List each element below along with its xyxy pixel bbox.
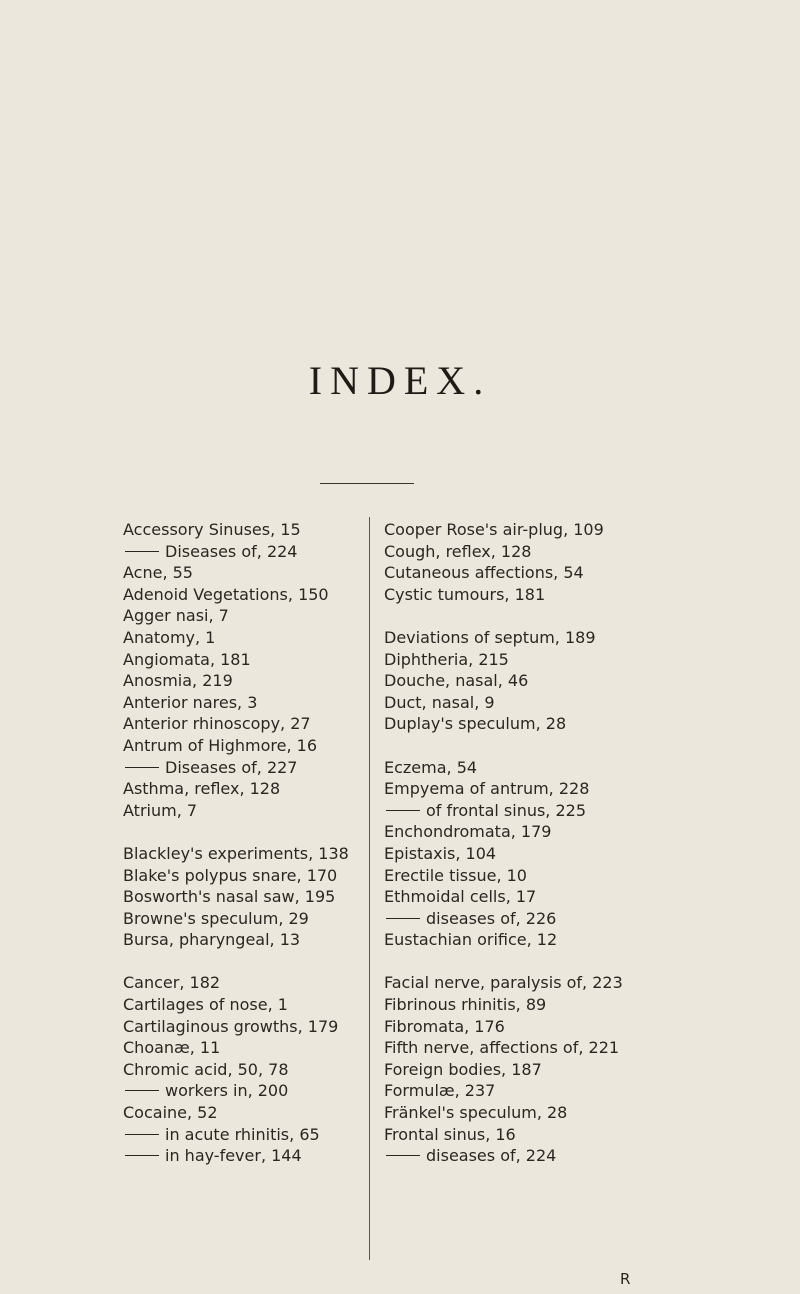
entry-text: Blake's polypus snare, 170 [123, 865, 338, 885]
title-rule [320, 483, 414, 484]
index-entry [384, 670, 684, 692]
index-entry [384, 692, 684, 714]
index-entry [123, 562, 368, 584]
index-subentry [123, 541, 368, 563]
index-entry [123, 886, 368, 908]
index-entry [123, 800, 368, 822]
entry-text: of frontal sinus, 225 [426, 800, 587, 820]
index-column-left [123, 519, 368, 1167]
entry-text: Cartilages of nose, 1 [123, 995, 288, 1015]
index-entry [384, 562, 684, 584]
index-entry [384, 1059, 684, 1081]
index-entry [123, 778, 368, 800]
index-subentry [384, 800, 684, 822]
entry-text: Fibromata, 176 [384, 1016, 505, 1036]
entry-text: Cutaneous affections, 54 [384, 563, 584, 583]
entry-text: Fränkel's speculum, 28 [384, 1103, 568, 1123]
ditto-dash [386, 918, 420, 919]
entry-text: Cartilaginous growths, 179 [123, 1016, 339, 1036]
index-entry [123, 1059, 368, 1081]
section-gap [384, 951, 684, 973]
section-gap [384, 735, 684, 757]
entry-text: Cough, reflex, 128 [384, 541, 532, 561]
index-entry [123, 843, 368, 865]
index-entry [123, 929, 368, 951]
index-entry [384, 865, 684, 887]
index-entry [384, 886, 684, 908]
entry-text: Deviations of septum, 189 [384, 627, 596, 647]
index-entry [384, 757, 684, 779]
index-entry [384, 994, 684, 1016]
index-subentry [123, 1124, 368, 1146]
index-entry [384, 584, 684, 606]
index-entry [384, 649, 684, 671]
index-entry [123, 713, 368, 735]
index-entry [123, 908, 368, 930]
index-subentry [123, 757, 368, 779]
entry-text: Facial nerve, paralysis of, 223 [384, 973, 623, 993]
entry-text: Antrum of Highmore, 16 [123, 735, 318, 755]
entry-text: Asthma, reflex, 128 [123, 779, 281, 799]
entry-text: diseases of, 224 [426, 1146, 557, 1166]
ditto-dash [125, 551, 159, 552]
index-entry [123, 692, 368, 714]
entry-text: Duplay's speculum, 28 [384, 714, 567, 734]
index-subentry [123, 1080, 368, 1102]
index-subentry [384, 908, 684, 930]
ditto-dash [125, 1155, 159, 1156]
entry-text: Anterior rhinoscopy, 27 [123, 714, 311, 734]
index-entry [384, 1016, 684, 1038]
index-entry [123, 1016, 368, 1038]
entry-text: Anterior nares, 3 [123, 692, 258, 712]
entry-text: Atrium, 7 [123, 800, 198, 820]
entry-text: Fifth nerve, affections of, 221 [384, 1038, 620, 1058]
index-subentry [384, 1145, 684, 1167]
index-entry [123, 627, 368, 649]
entry-text: Cocaine, 52 [123, 1103, 218, 1123]
entry-text: Duct, nasal, 9 [384, 692, 495, 712]
index-entry [384, 541, 684, 563]
section-gap [123, 821, 368, 843]
index-entry [384, 713, 684, 735]
entry-text: Anosmia, 219 [123, 671, 233, 691]
entry-text: Angiomata, 181 [123, 649, 251, 669]
index-entry [123, 649, 368, 671]
entry-text: Bursa, pharyngeal, 13 [123, 930, 301, 950]
entry-text: Frontal sinus, 16 [384, 1124, 516, 1144]
entry-text: Browne's speculum, 29 [123, 908, 309, 928]
index-entry [384, 843, 684, 865]
entry-text: Cancer, 182 [123, 973, 221, 993]
entry-text: Acne, 55 [123, 563, 193, 583]
index-entry [384, 1124, 684, 1146]
entry-text: Foreign bodies, 187 [384, 1059, 542, 1079]
entry-text: Eczema, 54 [384, 757, 478, 777]
entry-text: in hay-fever, 144 [165, 1146, 302, 1166]
entry-text: Choanæ, 11 [123, 1038, 221, 1058]
entry-text: Diphtheria, 215 [384, 649, 509, 669]
entry-text: Fibrinous rhinitis, 89 [384, 995, 547, 1015]
entry-text: in acute rhinitis, 65 [165, 1124, 320, 1144]
index-entry [384, 778, 684, 800]
index-column-right [384, 519, 684, 1167]
entry-text: Adenoid Vegetations, 150 [123, 584, 329, 604]
index-entry [123, 735, 368, 757]
index-entry [123, 865, 368, 887]
entry-text: Bosworth's nasal saw, 195 [123, 887, 336, 907]
entry-text: Anatomy, 1 [123, 627, 216, 647]
index-entry [384, 821, 684, 843]
entry-text: Chromic acid, 50, 78 [123, 1059, 289, 1079]
index-entry [123, 584, 368, 606]
ditto-dash [125, 1134, 159, 1135]
index-entry [123, 1102, 368, 1124]
index-entry [384, 1102, 684, 1124]
index-entry [384, 1037, 684, 1059]
entry-text: Formulæ, 237 [384, 1081, 496, 1101]
index-entry [384, 1080, 684, 1102]
entry-text: Epistaxis, 104 [384, 843, 497, 863]
page-title: INDEX. [308, 358, 492, 403]
ditto-dash [125, 1090, 159, 1091]
index-entry [123, 1037, 368, 1059]
entry-text: Cystic tumours, 181 [384, 584, 546, 604]
index-entry [123, 605, 368, 627]
entry-text: Eustachian orifice, 12 [384, 930, 558, 950]
index-entry [123, 972, 368, 994]
section-gap [384, 605, 684, 627]
index-entry [123, 670, 368, 692]
signature-mark: R [620, 1270, 631, 1288]
entry-text: workers in, 200 [165, 1081, 289, 1101]
entry-text: Agger nasi, 7 [123, 606, 229, 626]
entry-text: Ethmoidal cells, 17 [384, 887, 537, 907]
entry-text: Douche, nasal, 46 [384, 671, 529, 691]
index-entry [384, 972, 684, 994]
entry-text: Enchondromata, 179 [384, 822, 552, 842]
index-entry [384, 627, 684, 649]
entry-text: Erectile tissue, 10 [384, 865, 527, 885]
index-entry [384, 519, 684, 541]
index-entry [123, 519, 368, 541]
index-entry [123, 994, 368, 1016]
ditto-dash [386, 1155, 420, 1156]
entry-text: Empyema of antrum, 228 [384, 779, 590, 799]
entry-text: Diseases of, 227 [165, 757, 298, 777]
entry-text: Blackley's experiments, 138 [123, 843, 349, 863]
section-gap [123, 951, 368, 973]
ditto-dash [386, 810, 420, 811]
column-divider [369, 517, 370, 1260]
entry-text: Cooper Rose's air-plug, 109 [384, 520, 604, 539]
entry-text: Diseases of, 224 [165, 541, 298, 561]
entry-text: diseases of, 226 [426, 908, 557, 928]
index-subentry [123, 1145, 368, 1167]
ditto-dash [125, 767, 159, 768]
index-entry [384, 929, 684, 951]
entry-text: Accessory Sinuses, 15 [123, 520, 301, 539]
